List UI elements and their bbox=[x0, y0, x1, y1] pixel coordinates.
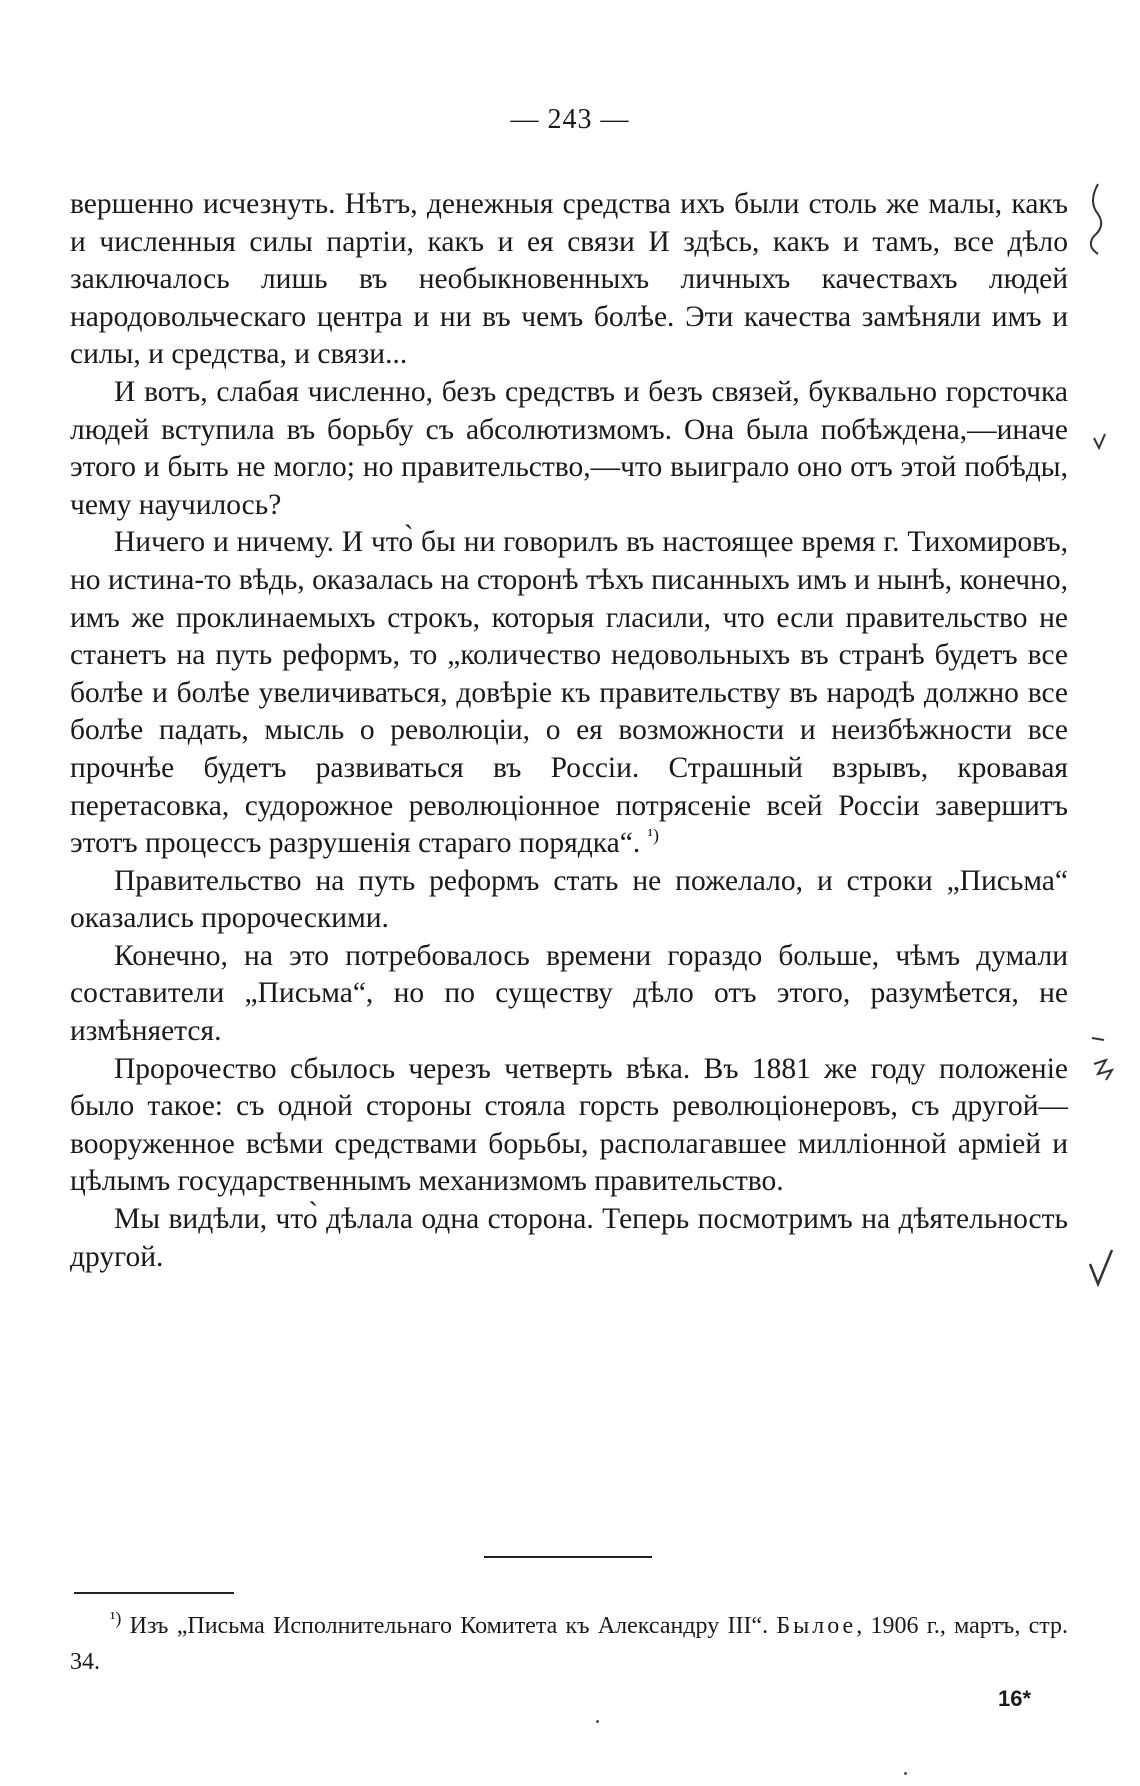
paper-speck bbox=[596, 1720, 599, 1723]
paragraph-2: И вотъ, слабая численно, безъ средствъ и безъ связей, буквально горсточка людей вступила въ борьбу съ абсолютизмомъ. Она была побѣждена,—иначе этого и быть не могло; но правительство,—что выиграло оно отъ этой побѣды, чему научилось? bbox=[70, 375, 1068, 521]
paragraph-4: Правительство на путь реформъ стать не пожелало, и строки „Письма“ оказались пророческими. bbox=[70, 864, 1068, 935]
paragraph-7: Мы видѣли, что̀ дѣлала одна сторона. Теперь посмотримъ на дѣятельность другой. bbox=[70, 1203, 1068, 1273]
margin-mark-tick-1 bbox=[1094, 434, 1105, 448]
margin-mark-tick-2 bbox=[1090, 1250, 1112, 1284]
margin-mark-squiggle bbox=[1094, 1060, 1112, 1080]
footnote-source-title: Былое bbox=[776, 1613, 857, 1639]
margin-mark-brace bbox=[1091, 184, 1101, 254]
paper-speck bbox=[904, 1772, 907, 1775]
footnote-text: Изъ „Письма Исполнительнаго Комитета къ Александру III“. bbox=[129, 1613, 769, 1639]
footnote-source-details: , 1906 г., мартъ, стр. 34. bbox=[70, 1613, 1069, 1675]
footnote-reference: ¹) bbox=[647, 825, 659, 846]
paragraph-5: Конечно, на это потребовалось времени гораздо больше, чѣмъ думали составители „Письма“, но по существу дѣло отъ этого, разумѣется, не измѣняется. bbox=[70, 939, 1068, 1048]
page-number: — 243 — bbox=[510, 104, 630, 135]
paragraph-1: вершенно исчезнуть. Нѣтъ, денежныя средства ихъ были столь же малы, какъ и численныя силы партіи, какъ и ея связи И здѣсь, какъ и тамъ, все дѣло заключалось лишь въ необыкновенныхъ личныхъ качествахъ людей народовольческаго центра и ни въ чемъ болѣе. Эти качества замѣняли имъ и силы, и средства, и связи... bbox=[70, 188, 1068, 371]
margin-mark-dash bbox=[1092, 1038, 1104, 1040]
paragraph-6: Пророчество сбылось черезъ четверть вѣка. Въ 1881 же году положеніе было такое: съ одной стороны стояла горсть революціонеровъ, съ другой—вооруженное всѣми средствами борьбы, располагавшее милліонной арміей и цѣлымъ государственнымъ механизмомъ правительство. bbox=[70, 1052, 1068, 1198]
footnote-marker: ¹) bbox=[110, 1608, 122, 1628]
signature-mark: 16* bbox=[998, 1686, 1032, 1711]
paragraph-3-text: Ничего и ничему. И что̀ бы ни говорилъ въ настоящее время г. Тихомировъ, но истина-то вѣдь, оказалась на сторонѣ тѣхъ писанныхъ имъ и нынѣ, конечно, имъ же проклинаемыхъ строкъ, которыя гласили, что если правительство не станетъ на путь реформъ, то „количество недовольныхъ въ странѣ будетъ все болѣе и болѣе увеличиваться, довѣріе къ правительству въ народѣ должно все болѣе падать, мысль о революціи, о ея возможности и неизбѣжности все прочнѣе будетъ развиваться въ Россіи. Страшный взрывъ, кровавая перетасовка, судорожное революціонное потрясеніе всей Россіи завершитъ этотъ процессъ разрушенія стараго порядка“. bbox=[70, 526, 1068, 860]
